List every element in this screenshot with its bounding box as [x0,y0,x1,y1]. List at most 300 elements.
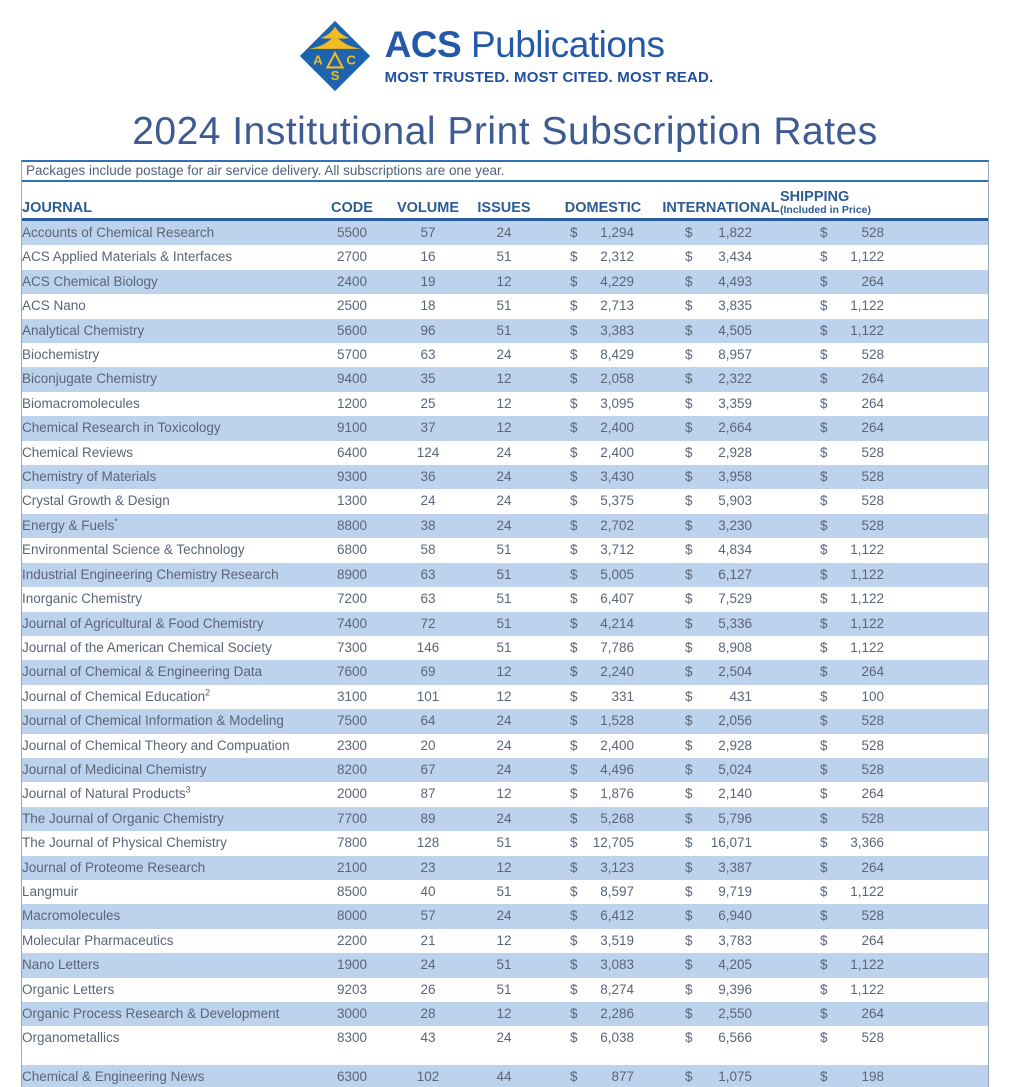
shipping-cell [780,612,892,636]
domestic-cell [544,856,662,880]
journal-name: Chemical Reviews [22,444,134,460]
table-row [22,392,988,416]
amount: 528 [861,810,884,826]
dollar-sign: $ [685,957,693,973]
code-cell: 2100 [312,856,392,880]
dollar-sign: $ [570,981,578,997]
domestic-cell [544,953,662,977]
dollar-sign: $ [820,273,828,289]
dollar-sign: $ [685,469,693,485]
international-cell [662,660,780,684]
dollar-sign: $ [570,664,578,680]
table-row [22,685,988,709]
dollar-sign: $ [820,688,828,704]
dollar-sign: $ [820,932,828,948]
shipping-cell [780,465,892,489]
journal-cell [22,1002,312,1026]
filler-cell [892,245,988,269]
issues-cell: 12 [464,856,544,880]
amount: 3,359 [718,395,752,411]
international-cell [662,782,780,806]
header-journal: JOURNAL [22,182,312,220]
code-cell: 9100 [312,416,392,440]
code-cell: 5600 [312,319,392,343]
dollar-sign: $ [820,786,828,802]
journal-name: Chemistry of Materials [22,469,157,485]
domestic-cell [544,807,662,831]
filler-cell [892,441,988,465]
volume-cell: 26 [420,981,436,997]
issues-cell: 12 [496,688,512,704]
amount: 1,876 [600,786,634,802]
amount: 4,493 [718,273,752,289]
issues-cell: 51 [464,953,544,977]
issues-cell: 12 [464,416,544,440]
issues-cell: 24 [496,737,512,753]
international-cell [662,1065,780,1087]
issues-cell: 51 [496,883,512,899]
amount: 2,550 [718,1006,752,1021]
international-cell [662,856,780,880]
brand-tagline: MOST TRUSTED. MOST CITED. MOST READ. [384,68,714,86]
filler-cell [892,685,988,709]
volume-cell: 40 [420,883,436,899]
shipping-cell [780,929,892,953]
code-cell: 8300 [336,1030,368,1046]
table-row [22,319,988,343]
filler-cell [892,465,988,489]
dollar-sign: $ [570,493,578,509]
issues-cell: 24 [464,904,544,928]
dollar-sign: $ [820,810,828,826]
journal-cell [22,1026,312,1050]
dollar-sign: $ [820,371,828,387]
domestic-cell [544,220,662,246]
amount: 264 [861,1006,884,1021]
rates-table [22,182,988,1087]
volume-cell: 102 [392,1065,464,1087]
header-filler [892,182,988,220]
shipping-cell [780,978,892,1002]
volume-cell: 43 [420,1030,436,1046]
journal-name: Journal of Natural Products [22,786,186,802]
international-cell [662,343,780,367]
amount: 528 [861,737,884,753]
amount: 2,702 [600,517,634,533]
dollar-sign: $ [570,298,578,314]
amount: 5,024 [718,761,752,777]
code-cell: 5700 [336,347,368,363]
volume-cell: 35 [392,367,464,391]
dollar-sign: $ [820,542,828,558]
international-cell [662,270,780,294]
journal-name: Journal of the American Chemical Society [22,639,272,655]
issues-cell: 24 [464,758,544,782]
shipping-cell [780,904,892,928]
amount: 1,122 [850,615,884,631]
international-cell [662,367,780,391]
shipping-cell [780,1002,892,1026]
international-cell [662,489,780,513]
domestic-cell [544,319,662,343]
dollar-sign: $ [685,347,693,363]
journal-name: Chemical & Engineering News [22,1068,205,1084]
international-cell [662,685,780,709]
volume-cell: 87 [420,786,436,802]
journal-cell: Energy & Fuels* [22,514,312,538]
issues-cell: 51 [496,542,512,558]
domestic-cell [544,245,662,269]
dollar-sign: $ [570,395,578,411]
amount: 3,434 [718,249,752,265]
dollar-sign: $ [570,835,578,851]
journal-cell [22,294,312,318]
volume-cell: 146 [416,639,440,655]
issues-cell: 44 [464,1065,544,1087]
journal-name: Journal of Agricultural & Food Chemistry [22,615,264,631]
dollar-sign: $ [570,786,578,802]
brand-name [385,26,714,65]
dollar-sign: $ [685,713,693,729]
filler-cell [892,929,988,953]
dollar-sign: $ [570,883,578,899]
amount: 7,529 [718,591,752,607]
amount: 5,903 [718,493,752,509]
international-cell [662,880,780,904]
international-cell [662,929,780,953]
dollar-sign: $ [570,591,578,607]
table-header [22,182,988,220]
code-cell: 8900 [312,563,392,587]
filler-cell [892,587,988,611]
filler-cell [892,904,988,928]
journal-cell [22,880,312,904]
amount: 3,519 [600,932,634,948]
dollar-sign: $ [570,273,578,289]
journal-cell [22,734,312,758]
page-title: 2024 Institutional Print Subscription Rates [132,110,878,153]
issues-cell: 24 [464,709,544,733]
filler-cell [892,978,988,1002]
journal-cell [22,270,312,294]
amount: 4,214 [600,615,634,631]
dollar-sign: $ [685,1030,693,1046]
amount: 1,122 [850,639,884,655]
code-cell: 8500 [336,883,368,899]
issues-cell: 51 [464,612,544,636]
dollar-sign: $ [685,688,693,704]
amount: 2,286 [600,1006,634,1021]
table-row [22,831,988,855]
amount: 1,075 [718,1068,752,1084]
dollar-sign: $ [570,225,578,240]
filler-cell [892,343,988,367]
journal-cell [22,612,312,636]
header-shipping-sub: (Included in Price) [780,203,872,216]
amount: 2,713 [600,298,634,314]
amount: 8,597 [600,883,634,899]
dollar-sign: $ [820,957,828,973]
dollar-sign: $ [570,420,578,436]
code-cell: 2300 [336,737,368,753]
shipping-cell [780,489,892,513]
table-row [22,1026,988,1050]
international-cell [662,538,780,562]
shipping-cell [780,367,892,391]
dollar-sign: $ [685,761,693,777]
journal-name: Biomacromolecules [22,395,140,411]
amount: 4,205 [718,957,752,973]
brand-acs: ACS [384,24,462,66]
volume-cell: 58 [420,542,436,558]
journal-cell [22,807,312,831]
dollar-sign: $ [685,615,693,631]
amount: 431 [729,688,752,704]
domestic-cell [544,441,662,465]
table-row [22,636,988,660]
filler-cell [892,270,988,294]
volume-cell: 89 [392,807,464,831]
code-cell: 8200 [312,758,392,782]
code-cell: 1900 [312,953,392,977]
issues-cell: 12 [496,932,512,948]
dollar-sign: $ [820,859,828,875]
table-row [22,245,988,269]
table-row [22,782,988,806]
filler-cell [892,758,988,782]
domestic-cell [544,758,662,782]
dollar-sign: $ [820,347,828,363]
amount: 6,407 [600,591,634,607]
volume-cell: 67 [392,758,464,782]
spacer-row [22,1051,988,1065]
filler-cell [892,709,988,733]
volume-cell: 128 [416,835,440,851]
filler-cell [892,880,988,904]
journal-name: Analytical Chemistry [22,322,145,338]
dollar-sign: $ [820,835,828,851]
amount: 6,940 [718,908,752,924]
code-cell: 1300 [336,493,368,509]
volume-cell: 23 [392,856,464,880]
dollar-sign: $ [820,322,828,338]
amount: 2,928 [718,444,752,460]
dollar-sign: $ [685,859,693,875]
amount: 8,274 [600,981,634,997]
code-cell: 6800 [336,542,368,558]
journal-cell [22,343,312,367]
shipping-cell [780,734,892,758]
dollar-sign: $ [570,859,578,875]
journal-name: Environmental Science & Technology [22,542,245,558]
journal-cell [22,563,312,587]
journal-cell: Journal of Chemical Education$^2$ [22,687,211,704]
journal-cell [22,831,312,855]
volume-cell: 38 [392,514,464,538]
journal-name: Crystal Growth & Design [22,493,170,509]
dollar-sign: $ [820,249,828,265]
dollar-sign: $ [570,639,578,655]
issues-cell: 24 [496,1030,512,1046]
dollar-sign: $ [685,542,693,558]
shipping-cell [780,416,892,440]
amount: 3,366 [850,835,884,851]
amount: 264 [861,859,884,875]
journal-name: Nano Letters [22,957,100,973]
dollar-sign: $ [685,444,693,460]
amount: 1,294 [600,225,634,240]
amount: 2,400 [600,420,634,436]
amount: 5,336 [718,615,752,631]
table-row [22,294,988,318]
dollar-sign: $ [570,957,578,973]
issues-cell: 51 [496,298,512,314]
issues-cell: 24 [496,444,512,460]
dollar-sign: $ [685,737,693,753]
international-cell [662,807,780,831]
domestic-cell [544,465,662,489]
filler-cell [892,392,988,416]
code-cell: 7800 [336,835,368,851]
code-cell: 7600 [312,660,392,684]
brand-publications: Publications [461,24,665,66]
volume-cell: 96 [392,319,464,343]
shipping-cell [780,660,892,684]
journal-name: Organic Letters [22,981,115,997]
shipping-cell [780,831,892,855]
journal-cell [22,904,312,928]
amount: 4,834 [718,542,752,558]
filler-cell [892,856,988,880]
dollar-sign: $ [820,395,828,411]
acs-diamond-phoenix-icon [297,18,373,94]
journal-name: ACS Applied Materials & Interfaces [22,249,233,265]
dollar-sign: $ [685,908,693,924]
issues-cell: 12 [464,367,544,391]
journal-cell [22,465,312,489]
amount: 3,095 [600,395,634,411]
shipping-cell [780,563,892,587]
international-cell [662,978,780,1002]
amount: 5,375 [600,493,634,509]
volume-cell: 37 [392,416,464,440]
spacer-cell [22,1051,988,1065]
domestic-cell [544,734,662,758]
domestic-cell [544,294,662,318]
shipping-cell [780,319,892,343]
shipping-cell [780,294,892,318]
rates-table-container [21,160,989,1087]
amount: 264 [861,273,884,289]
amount: 5,268 [600,810,634,826]
amount: 3,783 [718,932,752,948]
journal-name: ACS Chemical Biology [22,273,158,289]
dollar-sign: $ [570,1006,578,1021]
amount: 2,400 [600,444,634,460]
filler-cell [892,734,988,758]
dollar-sign: $ [685,566,693,582]
amount: 264 [861,420,884,436]
domestic-cell [544,636,662,660]
filler-cell [892,538,988,562]
dollar-sign: $ [820,883,828,899]
journal-cell [22,709,312,733]
amount: 3,712 [600,542,634,558]
journal-cell [22,319,312,343]
amount: 12,705 [592,835,634,851]
amount: 100 [861,688,884,704]
journal-cell [22,953,312,977]
dollar-sign: $ [820,420,828,436]
table-row [22,709,988,733]
domestic-cell [544,685,662,709]
volume-cell: 63 [392,563,464,587]
amount: 331 [611,688,634,704]
journal-cell [22,587,312,611]
issues-cell: 51 [496,249,512,265]
filler-cell [892,612,988,636]
domestic-cell [544,782,662,806]
amount: 1,122 [850,981,884,997]
journal-name: ACS Nano [22,298,86,314]
issues-cell: 12 [496,786,512,802]
amount: 2,058 [600,371,634,387]
amount: 528 [861,713,884,729]
code-cell: 2400 [312,270,392,294]
table-row [22,489,988,513]
amount: 9,396 [718,981,752,997]
header-code: CODE [312,182,392,220]
international-cell [662,441,780,465]
volume-cell: 57 [392,220,464,246]
dollar-sign: $ [685,493,693,509]
shipping-cell [780,880,892,904]
dollar-sign: $ [685,395,693,411]
issues-cell: 51 [496,981,512,997]
table-row [22,1002,988,1026]
domestic-cell [544,880,662,904]
filler-cell [892,1002,988,1026]
amount: 528 [861,444,884,460]
journal-name: Journal of Chemical Education [22,688,206,704]
journal-cell [22,441,312,465]
dollar-sign: $ [570,566,578,582]
table-row [22,270,988,294]
amount: 8,429 [600,347,634,363]
dollar-sign: $ [685,664,693,680]
table-row [22,612,988,636]
filler-cell [892,489,988,513]
code-cell: 6300 [312,1065,392,1087]
shipping-cell [780,709,892,733]
issues-cell: 24 [464,220,544,246]
dollar-sign: $ [685,298,693,314]
dollar-sign: $ [820,908,828,924]
amount: 2,312 [600,249,634,265]
journal-name: Macromolecules [22,908,121,924]
journal-name: Chemical Research in Toxicology [22,420,221,436]
amount: 528 [861,1030,884,1046]
code-cell: 2200 [336,932,368,948]
dollar-sign: $ [570,688,578,704]
volume-cell: 18 [420,298,436,314]
amount: 4,496 [600,761,634,777]
volume-cell: 16 [420,249,436,265]
dollar-sign: $ [570,761,578,777]
amount: 3,083 [600,957,634,973]
international-cell [662,831,780,855]
shipping-cell [780,782,892,806]
